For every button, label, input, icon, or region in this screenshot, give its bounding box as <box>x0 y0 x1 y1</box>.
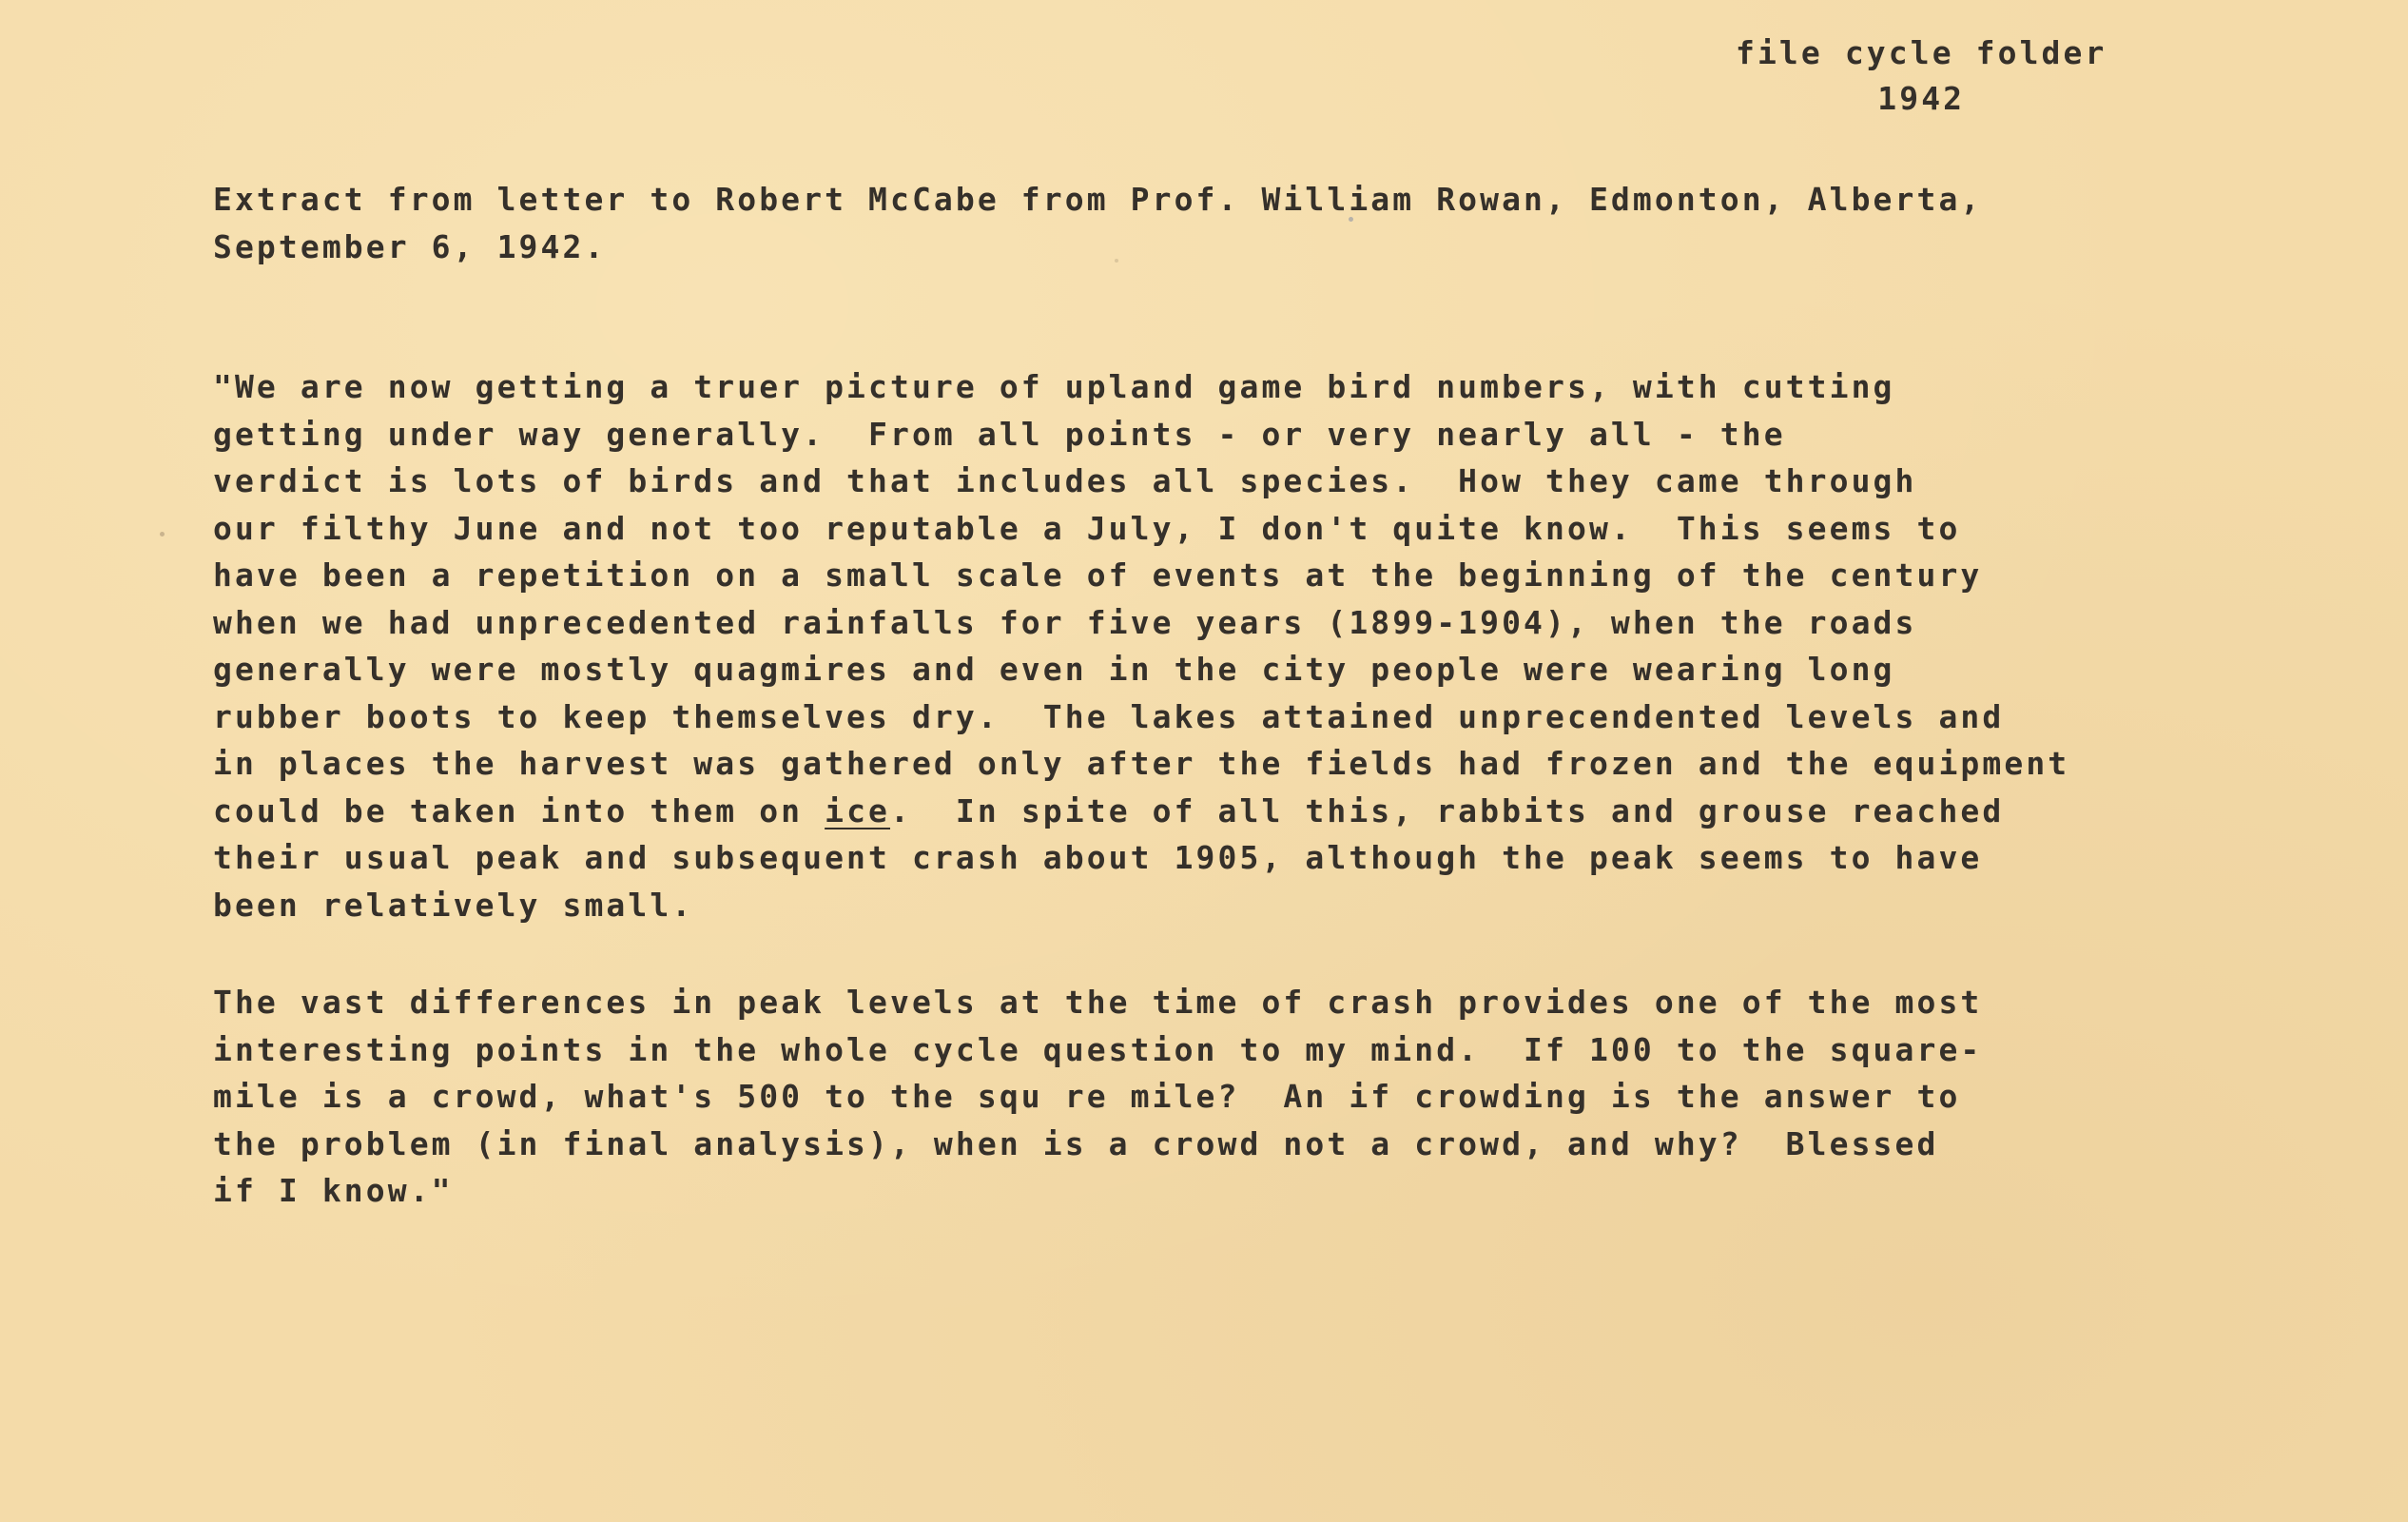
paragraph-line: the problem (in final analysis), when is a crowd not a crowd, and why? Blessed <box>213 1124 1939 1162</box>
ice-line-start: could be taken into them on <box>213 791 825 829</box>
paragraph-line: our filthy June and not too reputable a July, I don't quite know. This seems to <box>213 509 1961 547</box>
file-note-year: 1942 <box>1877 80 1966 117</box>
paper-speck <box>1349 217 1353 222</box>
paragraph-line: rubber boots to keep themselves dry. The lakes attained unprecendented levels and <box>213 697 2005 735</box>
paragraph-line: have been a repetition on a small scale of events at the beginning of the century <box>213 556 1983 594</box>
heading-line-2: September 6, 1942. <box>213 227 607 265</box>
extract-heading <box>213 176 1982 270</box>
quote-paragraph-1 <box>213 363 2069 928</box>
paragraph-line: "We are now getting a truer picture of upland game bird numbers, with cutting <box>213 368 1895 405</box>
paragraph-line: generally were mostly quagmires and even in the city people were wearing long <box>213 651 1895 688</box>
margin-dot <box>160 532 165 537</box>
file-note <box>1736 30 2107 122</box>
paragraph-line: when we had unprecedented rainfalls for five years (1899-1904), when the roads <box>213 603 1917 641</box>
paragraph-line: verdict is lots of birds and that includes all species. How they came through <box>213 462 1917 499</box>
paragraph-line: if I know." <box>213 1172 454 1209</box>
paper-speck <box>1115 259 1118 263</box>
ice-line-end: . In spite of all this, rabbits and grouse reached <box>890 791 2005 829</box>
paragraph-line-ice <box>213 788 2069 835</box>
quote-paragraph-2 <box>213 979 1982 1215</box>
file-note-label: file cycle folder <box>1736 34 2107 71</box>
heading-line-1: Extract from letter to Robert McCabe from Prof. William Rowan, Edmonton, Alberta, <box>213 181 1983 218</box>
paragraph-line: their usual peak and subsequent crash about 1905, although the peak seems to have <box>213 839 1983 876</box>
paragraph-line: mile is a crowd, what's 500 to the squ re mile? An if crowding is the answer to <box>213 1078 1961 1115</box>
paragraph-line: interesting points in the whole cycle question to my mind. If 100 to the square- <box>213 1030 1983 1068</box>
paragraph-line: The vast differences in peak levels at the time of crash provides one of the most <box>213 984 1983 1021</box>
ice-underlined-word: ice <box>825 791 891 829</box>
paragraph-line: getting under way generally. From all points - or very nearly all - the <box>213 415 1786 453</box>
paragraph-line: been relatively small. <box>213 886 694 924</box>
paragraph-line: in places the harvest was gathered only after the fields had frozen and the equipment <box>213 745 2070 782</box>
